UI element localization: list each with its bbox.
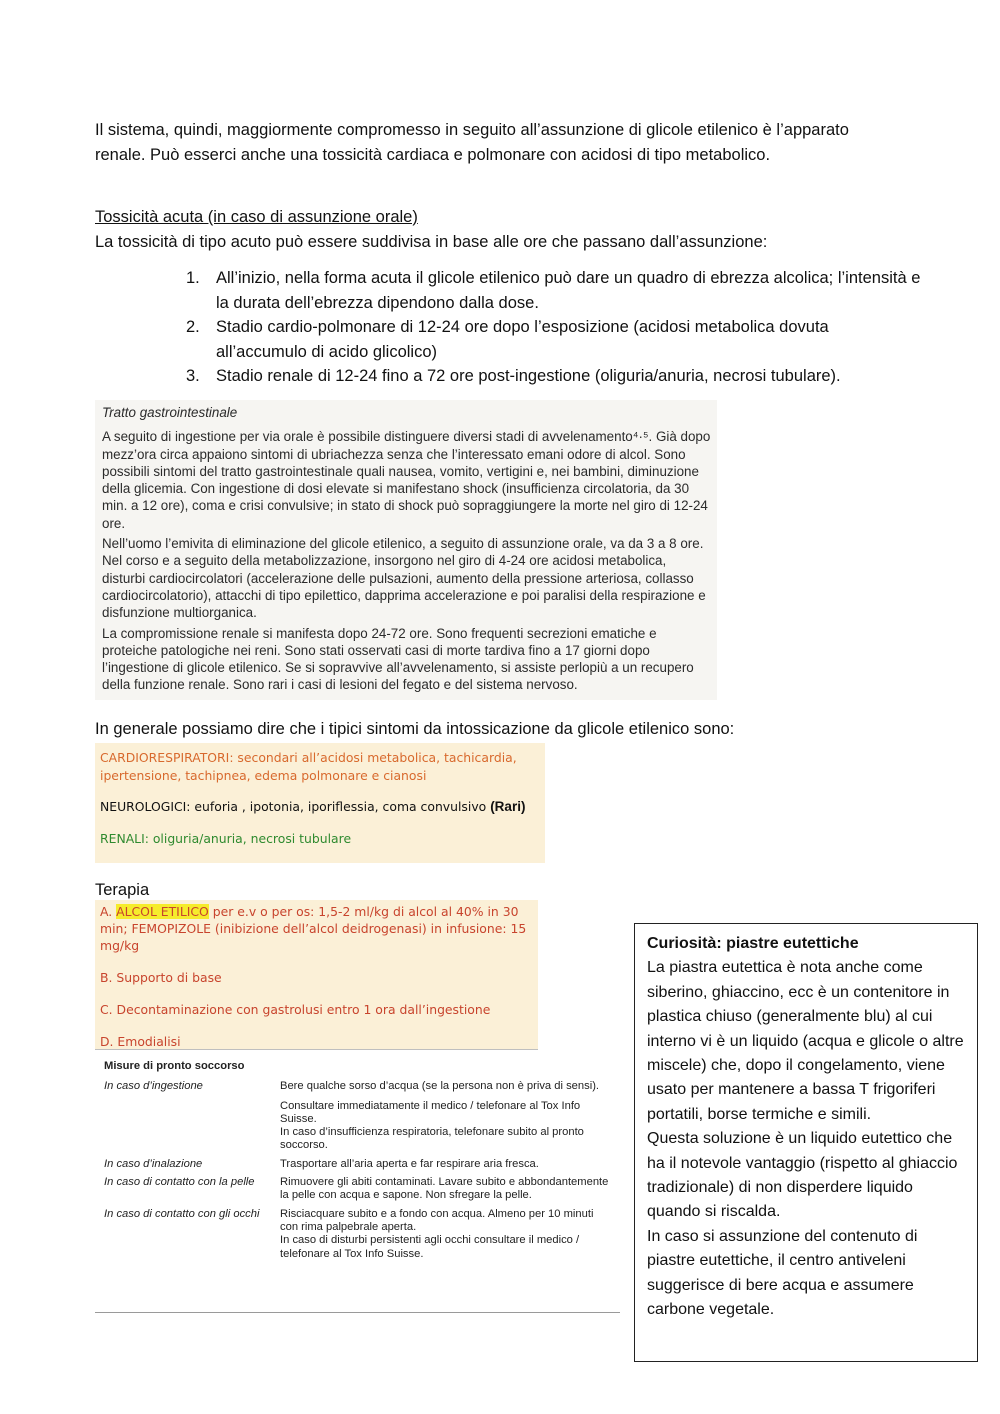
- therapy-heading: Terapia: [95, 881, 150, 899]
- first-aid-title: Misure di pronto soccorso: [104, 1060, 245, 1072]
- symptoms-box: [95, 743, 545, 863]
- case-action: [280, 1080, 620, 1157]
- curiosity-paragraph: Questa soluzione è un liquido eutettico che ha il notevole vantaggio (rispetto al ghiaccio tradizionale) di non disperdere liquido quando si riscalda.: [647, 1130, 958, 1221]
- curiosity-box: [634, 923, 978, 1362]
- rare-note: (Rari): [490, 799, 526, 814]
- stage-number: 2.: [186, 318, 200, 336]
- table-row: [95, 1208, 620, 1266]
- stage-text: Stadio cardio-polmonare di 12-24 ore dopo l’esposizione (acidosi metabolica dovuta all’accumulo di acido glicolico): [216, 318, 829, 361]
- curiosity-title: Curiosità: piastre eutettiche: [647, 935, 859, 952]
- neurological-symptoms: [100, 798, 540, 816]
- curiosity-paragraph: La piastra eutettica è nota anche come siberino, ghiaccino, ecc è un contenitore in plastica chiuso (generalmente blu) al cui interno vi è un liquido (acqua e glicole o altre miscele) che, dopo il congelamento, viene usato per mantenere a bassa T frigoriferi portatili, borse termiche e simili.: [647, 959, 964, 1123]
- therapy-item-b: B. Supporto di base: [100, 970, 222, 985]
- stage-item: [182, 364, 922, 389]
- case-action: Rimuovere gli abiti contaminati. Lavare subito e abbondantemente la pelle con acqua e sapone. Non sfregare la pelle.: [280, 1176, 609, 1202]
- therapy-item-a: [100, 903, 533, 954]
- symptoms-intro: In generale possiamo dire che i tipici sintomi da intossicazione da glicole etilenico sono:: [95, 720, 735, 738]
- gastrointestinal-excerpt: [95, 400, 717, 700]
- neurological-text: NEUROLOGICI: euforia , ipotonia, iporiflessia, coma convulsivo: [100, 799, 487, 814]
- therapy-a-text: per e.v o per os: 1,5-2 ml/kg di alcol al 40% in 30 min; FEMOPIZOLE (inibizione dell’alcol deidrogenasi) in infusione: 15 mg/kg: [100, 904, 527, 953]
- toxicity-stages-list: [182, 266, 922, 389]
- therapy-item-d: D. Emodialisi: [100, 1034, 181, 1049]
- therapy-box: [95, 900, 538, 1050]
- table-row: [95, 1080, 620, 1157]
- cardiorespiratory-symptoms: CARDIORESPIRATORI: secondari all’acidosi metabolica, tachicardia, ipertensione, tachipnea, edema polmonare e cianosi: [100, 750, 517, 783]
- action-text: Bere qualche sorso d’acqua (se la persona non è priva di sensi).: [280, 1080, 600, 1093]
- curiosity-paragraph: In caso si assunzione del contenuto di piastre eutettiche, il centro antiveleni suggerisce di bere acqua e assumere carbone vegetale.: [647, 1227, 918, 1319]
- case-action: [280, 1208, 620, 1266]
- table-row: [95, 1176, 620, 1208]
- action-text: Risciacquare subito e a fondo con acqua. Almeno per 10 minuti con rima palpebrale aperta.: [280, 1207, 594, 1233]
- gastro-paragraph: A seguito di ingestione per via orale è possibile distinguere diversi stadi di avvelenamento⁴·⁵. Già dopo mezz’ora circa appaiono sintomi di ubriachezza senza che l’interessato emani odore di alcol. Sono possibili sintomi del tratto gastrointestinale quali nausea, vomito, vertigini e, nei bambini, diminuzione della glicemia. Con ingestione di dosi elevate si manifestano shock (insufficienza circolatoria, da 30 min. a 12 ore), coma e crisi convulsive; in stato di shock può sopraggiungere la morte nel giro di 12-24 ore.: [102, 429, 711, 531]
- gastro-paragraph: La compromissione renale si manifesta dopo 24-72 ore. Sono frequenti secrezioni ematiche e proteiche patologiche nei reni. Sono stati osservati casi di morte tardiva fino a 17 giorni dopo l’ingestione di glicole etilenico. Se si sopravvive all’avvelenamento, si assiste perlopiù a un recupero della funzione renale. Sono rari i casi di lesioni del fegato e del sistema nervoso.: [102, 625, 694, 693]
- stage-text: Stadio renale di 12-24 fino a 72 ore post-ingestione (oliguria/anuria, necrosi tubulare).: [216, 367, 841, 385]
- case-label: In caso d’ingestione: [104, 1080, 203, 1093]
- stage-text: All’inizio, nella forma acuta il glicole etilenico può dare un quadro di ebrezza alcolica; l’intensità e la durata dell’ebrezza dipendono dalla dose.: [216, 269, 921, 312]
- renal-symptoms: RENALI: oliguria/anuria, necrosi tubulare: [100, 830, 352, 846]
- first-aid-grid: [95, 1080, 620, 1266]
- stage-number: 1.: [186, 269, 200, 287]
- first-aid-table: [95, 1060, 620, 1266]
- ethyl-alcohol-highlight: ALCOL ETILICO: [116, 904, 209, 919]
- gastro-paragraph: Nell’uomo l’emivita di eliminazione del glicole etilenico, a seguito di assunzione orale, va da 3 a 8 ore. Nel corso e a seguito della metabolizzazione, insorgono nel giro di 4-24 ore acidosi metabolica, disturbi cardiocircolatori (accelerazione delle pulsazioni, aumento della pressione arteriosa, collasso cardiocircolatorio), attacchi di tipo epilettico, dapprima accelerazione e poi paralisi della respirazione e disfunzione multiorganica.: [102, 536, 706, 621]
- stage-item: [182, 315, 922, 364]
- case-action: Trasportare all’aria aperta e far respirare aria fresca.: [280, 1157, 539, 1170]
- stage-item: [182, 266, 922, 315]
- gastro-title: Tratto gastrointestinale: [102, 405, 238, 420]
- action-text: In caso di disturbi persistenti agli occhi consultare il medico / telefonare al Tox Info Suisse.: [280, 1234, 580, 1260]
- case-label: In caso di contatto con la pelle: [104, 1176, 255, 1189]
- intro-paragraph: Il sistema, quindi, maggiormente compromesso in seguito all’assunzione di glicole etilenico è l’apparato renale. Può esserci anche una tossicità cardiaca e polmonare con acidosi di tipo metabolico.: [95, 121, 849, 164]
- divider: [95, 1312, 620, 1313]
- case-label: In caso d’inalazione: [104, 1157, 203, 1170]
- action-text: Consultare immediatamente il medico / telefonare al Tox Info Suisse.: [280, 1099, 581, 1125]
- divider: [95, 1049, 538, 1050]
- therapy-a-prefix: A.: [100, 904, 113, 919]
- acute-toxicity-intro: La tossicità di tipo acuto può essere suddivisa in base alle ore che passano dall’assunzione:: [95, 233, 768, 251]
- therapy-item-c: C. Decontaminazione con gastrolusi entro 1 ora dall’ingestione: [100, 1002, 491, 1017]
- action-text: In caso d’insufficienza respiratoria, telefonare subito al pronto soccorso.: [280, 1126, 584, 1152]
- acute-toxicity-heading: Tossicità acuta (in caso di assunzione orale): [95, 208, 418, 226]
- table-row: [95, 1158, 620, 1176]
- stage-number: 3.: [186, 367, 200, 385]
- case-label: In caso di contatto con gli occhi: [104, 1207, 260, 1220]
